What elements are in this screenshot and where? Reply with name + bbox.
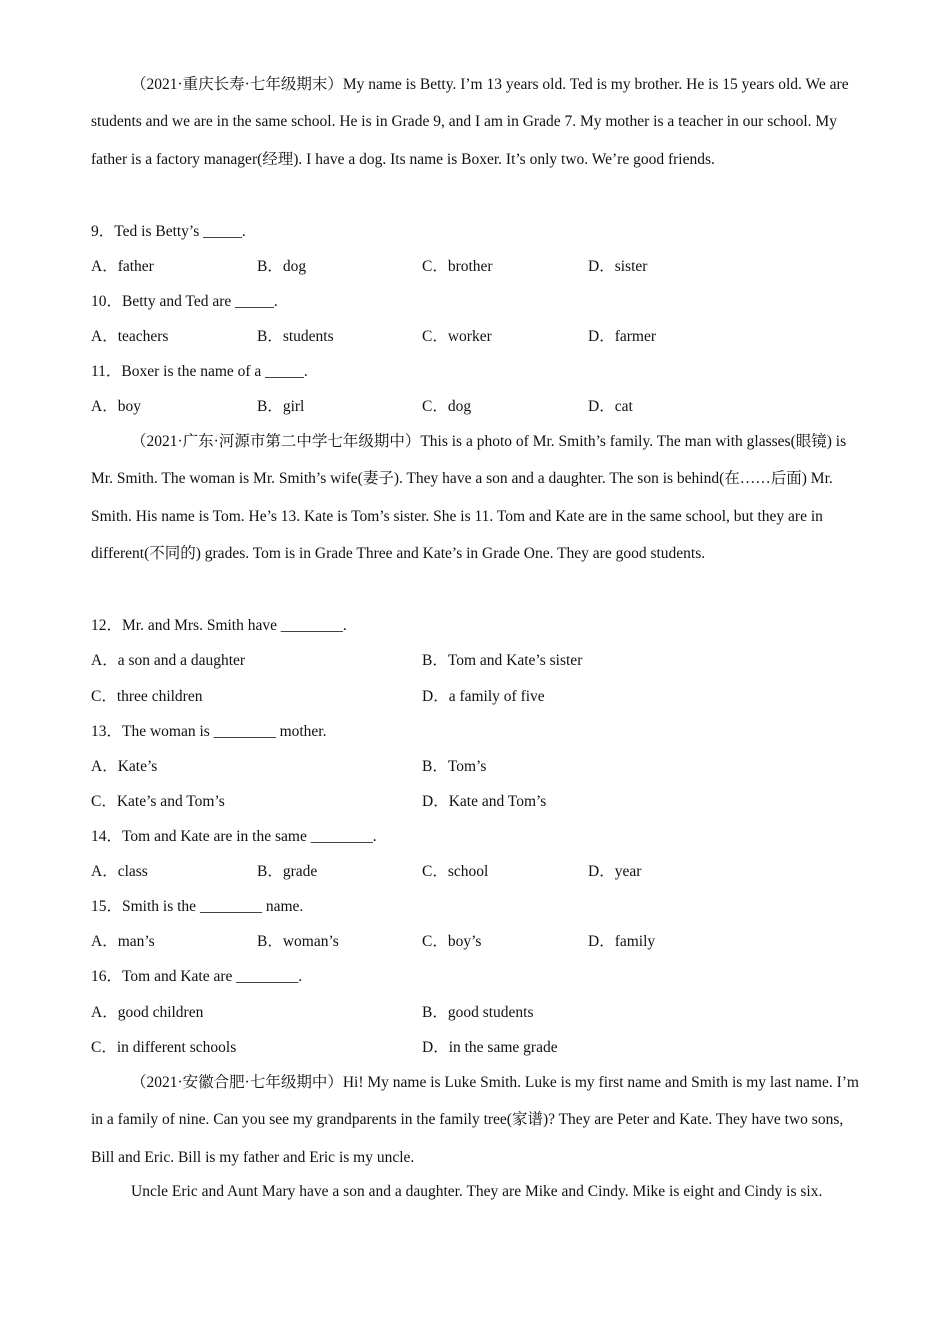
question-10: 10．Betty and Ted are _____. xyxy=(91,293,278,310)
option-d: D．year xyxy=(588,863,642,880)
option-b: B．woman’s xyxy=(257,933,339,950)
question-16: 16．Tom and Kate are ________. xyxy=(91,968,303,985)
option-b: B．students xyxy=(257,328,334,345)
question-9-options xyxy=(91,257,861,277)
option-d: D．Kate and Tom’s xyxy=(422,793,547,810)
option-a: A．a son and a daughter xyxy=(91,652,246,669)
option-a: A．man’s xyxy=(91,933,155,950)
option-b: B．Tom and Kate’s sister xyxy=(422,652,583,669)
question-13-options-row-2 xyxy=(91,792,861,812)
question-14: 14．Tom and Kate are in the same ________. xyxy=(91,828,377,845)
question-13-options-row-1 xyxy=(91,757,861,777)
option-c: C．dog xyxy=(422,398,472,415)
option-c: C．brother xyxy=(422,258,493,275)
option-d: D．sister xyxy=(588,258,648,275)
question-9: 9．Ted is Betty’s _____. xyxy=(91,223,246,240)
option-a: A．good children xyxy=(91,1004,204,1021)
reading-passage-2: （2021·广东·河源市第二中学七年级期中）This is a photo of Mr. Smith’s family. The man with glasses(眼镜) is Mr. Smith. The woman is Mr. Smith’s wife(妻子). They have a son and a daughter. The son is behind(在……后面) Mr. Smith. His name is Tom. He’s 13. Kate is Tom’s sister. She is 11. Tom and Kate are in the same school, but they are in different(不同的) grades. Tom is in Grade Three and Kate’s in Grade One. They are good students. xyxy=(91,433,847,562)
question-15-options xyxy=(91,932,861,952)
option-a: A．class xyxy=(91,863,148,880)
option-b: B．grade xyxy=(257,863,318,880)
reading-passage-3-continued: Uncle Eric and Aunt Mary have a son and a daughter. They are Mike and Cindy. Mike is eight and Cindy is six. xyxy=(131,1183,823,1200)
question-16-options-row-2 xyxy=(91,1038,861,1058)
question-12: 12．Mr. and Mrs. Smith have ________. xyxy=(91,617,347,634)
question-10-options xyxy=(91,327,861,347)
option-a: A．teachers xyxy=(91,328,169,345)
option-b: B．dog xyxy=(257,258,307,275)
option-d: D．in the same grade xyxy=(422,1039,558,1056)
question-12-options-row-1 xyxy=(91,651,861,671)
option-c: C．three children xyxy=(91,688,203,705)
option-b: B．good students xyxy=(422,1004,534,1021)
option-d: D．farmer xyxy=(588,328,656,345)
question-11: 11．Boxer is the name of a _____. xyxy=(91,363,308,380)
option-d: D．a family of five xyxy=(422,688,545,705)
option-c: C．worker xyxy=(422,328,492,345)
option-c: C．boy’s xyxy=(422,933,482,950)
option-c: C．in different schools xyxy=(91,1039,237,1056)
question-16-options-row-1 xyxy=(91,1003,861,1023)
option-d: D．family xyxy=(588,933,656,950)
reading-passage-1: （2021·重庆长寿·七年级期末）My name is Betty. I’m 13 years old. Ted is my brother. He is 15 years old. We are students and we are in the same school. He is in Grade 9, and I am in Grade 7. My mother is a teacher in our school. My father is a factory manager(经理). I have a dog. Its name is Boxer. It’s only two. We’re good friends. xyxy=(91,76,849,168)
question-11-options xyxy=(91,397,861,417)
option-a: A．Kate’s xyxy=(91,758,158,775)
question-15: 15．Smith is the ________ name. xyxy=(91,898,304,915)
option-a: A．father xyxy=(91,258,154,275)
reading-passage-3: （2021·安徽合肥·七年级期中）Hi! My name is Luke Smith. Luke is my first name and Smith is my last name. I’m in a family of nine. Can you see my grandparents in the family tree(家谱)? They are Peter and Kate. They have two sons, Bill and Eric. Bill is my father and Eric is my uncle. xyxy=(91,1074,859,1166)
option-c: C．school xyxy=(422,863,489,880)
question-12-options-row-2 xyxy=(91,687,861,707)
question-14-options xyxy=(91,862,861,882)
option-b: B．girl xyxy=(257,398,305,415)
question-13: 13．The woman is ________ mother. xyxy=(91,723,327,740)
option-c: C．Kate’s and Tom’s xyxy=(91,793,225,810)
option-b: B．Tom’s xyxy=(422,758,487,775)
option-d: D．cat xyxy=(588,398,633,415)
option-a: A．boy xyxy=(91,398,141,415)
